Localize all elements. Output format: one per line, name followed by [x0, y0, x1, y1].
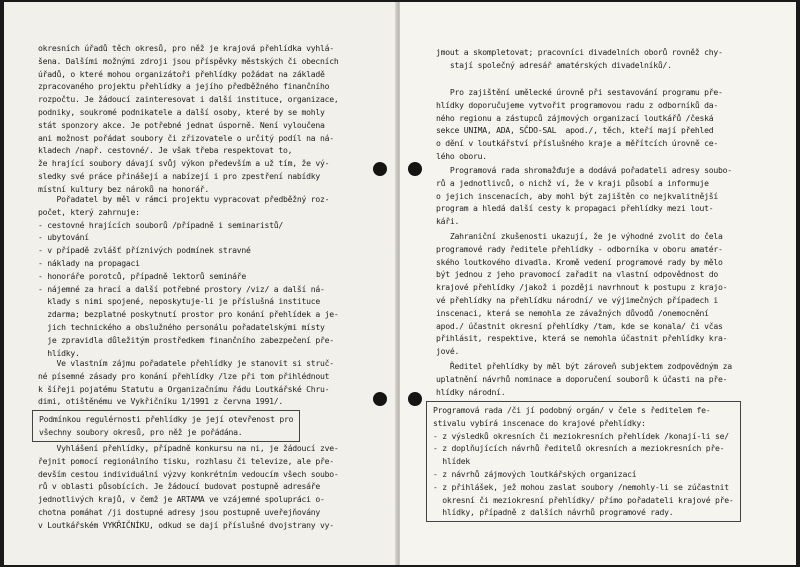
- paragraph-program-council: Pro zajištění umělecké úrovně při sestavování programu pře- hlídky doporučujeme vytvořit programovou radu z odborníků da- ného regionu a zástupců zájmových organizací loutkářů /česká sekce UNIMA, ADA, SČDO-SAL apod./, těch, kteří mají přehled o dění v loutkářství příslušného kraje a měřítcích úrovně ce- lého oboru.: [436, 87, 723, 161]
- open-booklet: [4, 2, 796, 565]
- paragraph-rules: Ve vlastním zájmu pořadatele přehlídky je stanovit si struč- né písemné zásady pro konání přehlídky /lze při tom přihlédnout k šířeji pojatému Statutu a Organizačnímu řádu Loutkářské Chru- dimi, otištěnému ve Vykřičníku 1/1991 z června 1991/.: [38, 358, 334, 407]
- boxed-note-openness: Podmínkou regulérnosti přehlídky je její otevřenost pro všechny soubory okresů, pro něž je pořádána.: [32, 410, 300, 442]
- punch-hole-right-upper: [408, 162, 422, 176]
- paragraph-announcement: Vyhlášení přehlídky, případně konkursu na ni, je žádoucí zve- řejnit pomocí regionálního tisku, rozhlasu či televize, ale pře- devším cestou individuální výzvy konkrétním vedoucím všech soubo- rů v oblasti působících. Je žádoucí budovat postupně adresáře jednotlivých krajů, v čemž je ARTAMA ve vzájemné spolupráci o- chotna pomáhat /ji dostupné adresy jsou postupně uveřejňovány v Loutkářském VYKŘIČNÍKU, odkud se dají příslušné dvojstrany vy-: [38, 443, 339, 530]
- punch-hole-right-lower: [408, 392, 422, 406]
- paragraph-budget: Pořadatel by měl v rámci projektu vypracovat předběžný roz- počet, který zahrnuje: - cestovné hrajících souborů /případně i seminaristů/ - ubytování - v případě zvlášť příznivých podmínek stravné - náklady na propagaci - honoráře porotců, případně lektorů semináře - nájemné za hrací a další potřebné prostory /viz/ a další ná- klady s nimi spojené, neposkytuje-li je příslušná instituce zdarma; bezplatné poskytnutí prostor pro konání přehlídek a je- jich technického a obslužného personálu pořadatelskými místy je zpravidla důležitým prostředkem finančního zabezpečení pře- hlídky.: [38, 194, 339, 358]
- paragraph-continuation: jmout a skompletovat; pracovníci divadelních oborů rovněž chy- stají společný adresář amatérských divadelníků/.: [436, 47, 723, 70]
- right-page: [400, 2, 796, 565]
- paragraph-council-duties: Programová rada shromažďuje a dodává pořadateli adresy soubo- rů a jednotlivců, o nichž ví, že v kraji působí a informuje o jejich inscenacích, aby mohl být zajištěn co nejkvalitnější program a hledá další cesty k propagaci přehlídky mezi lout- káři.: [436, 165, 732, 227]
- boxed-note-selection: Programová rada /či jí podobný orgán/ v čele s ředitelem fe- stivalu vybírá inscenace do krajové přehlídky: - z výsledků okresních či meziokresních přehlídek /konají-li se/ - z doplňujících návrhů ředitelů okresních a meziokresních pře- hlídek - z návrhů zájmových loutkářských organizací - z přihlášek, jež mohou zaslat soubory /nemohly-li se zúčastnit okresní či meziokresní přehlídky/ přímo pořadateli krajové pře- hlídky, případně z dalších návrhů programové rady.: [426, 401, 741, 522]
- paragraph-foreign-experience: Zahraniční zkušenosti ukazují, že je výhodné zvolit do čela programové rady ředitele přehlídky - odborníka v oboru amatér- ského loutkového divadla. Kromě vedení programové rady by mělo být jednou z jeho pravomocí zařadit na vlastní odpovědnost do krajové přehlídky /jakož i později navrhnout k postupu z krajo- vé přehlídky na přehlídku národní/ ve výjimečných případech i inscenaci, která se nemohla ze závažných důvodů /onemocnění apod./ účastnit okresní přehlídky /tam, kde se konala/ či včas přihlásit, respektive, která se nemohla účastnit přehlídky kra- jové.: [436, 231, 728, 357]
- left-page: [4, 2, 398, 565]
- punch-hole-left-upper: [373, 162, 387, 176]
- paragraph-funding: okresních úřadů těch okresů, pro něž je krajová přehlídka vyhlá- šena. Dalšími možnými zdroji jsou příspěvky městských či obecních úřadů, o které mohou organizátoři přehlídky požádat na základě zpracovaného projektu přehlídky a jejího předběžného finančního rozpočtu. Je žádoucí zainteresovat i další instituce, organizace, podniky, soukromé podnikatele a další osoby, které by se mohly stát sponzory akce. Je potřebné jednat úsporně. Není vyloučena ani možnost pořádat soubory či zřizovatele o určitý podíl na ná- kladech /např. cestovné/. Je však třeba respektovat to, že hrající soubory dávají svůj výkon především a už tím, že vý- sledky své práce přinášejí a nabízejí i pro zpestření nabídky místní kultury bez nároků na honorář.: [38, 43, 339, 194]
- punch-hole-left-lower: [373, 392, 387, 406]
- paragraph-director: Ředitel přehlídky by měl být zároveň subjektem zodpovědným za uplatnění návrhů nominace a doporučení souborů k účasti na pře- hlídky národní.: [436, 361, 732, 397]
